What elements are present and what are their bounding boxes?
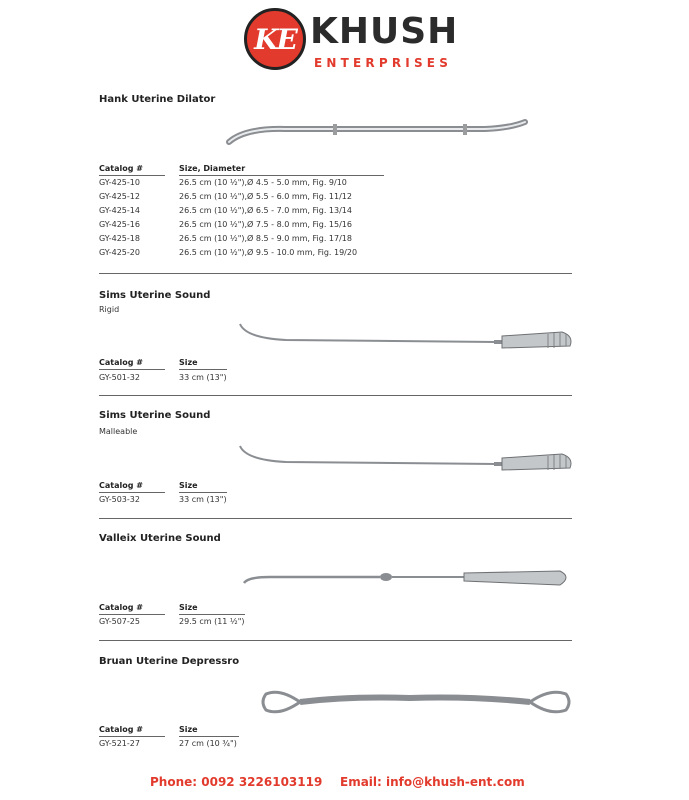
size-cell: 26.5 cm (10 ½"),Ø 7.5 - 8.0 mm, Fig. 15/16 bbox=[179, 220, 352, 229]
size-cell: 33 cm (13") bbox=[179, 373, 227, 382]
logo-tagline: ENTERPRISES bbox=[314, 56, 453, 70]
catalog-cell: GY-501-32 bbox=[99, 373, 140, 382]
logo-mark bbox=[244, 8, 306, 70]
size-header: Size, Diameter bbox=[179, 164, 246, 173]
size-cell: 26.5 cm (10 ½"),Ø 8.5 - 9.0 mm, Fig. 17/18 bbox=[179, 234, 352, 243]
valleix-sound-image bbox=[240, 565, 575, 591]
logo-name: KHUSH bbox=[310, 11, 459, 52]
logo-mark-text: KE bbox=[254, 23, 296, 56]
sims-malleable-image bbox=[236, 440, 576, 476]
section-title: Sims Uterine Sound bbox=[99, 410, 211, 421]
size-cell: 29.5 cm (11 ½") bbox=[179, 617, 245, 626]
size-cell: 26.5 cm (10 ½"),Ø 4.5 - 5.0 mm, Fig. 9/10 bbox=[179, 178, 347, 187]
table-row bbox=[99, 495, 227, 504]
header-underline bbox=[179, 492, 227, 493]
size-cell: 27 cm (10 ¾") bbox=[179, 739, 237, 748]
section-subtitle: Rigid bbox=[99, 305, 120, 314]
size-cell: 26.5 cm (10 ½"),Ø 6.5 - 7.0 mm, Fig. 13/14 bbox=[179, 206, 352, 215]
header-underline bbox=[99, 492, 165, 493]
size-header: Size bbox=[179, 358, 198, 367]
catalog-cell: GY-503-32 bbox=[99, 495, 140, 504]
section-title: Valleix Uterine Sound bbox=[99, 533, 221, 544]
catalog-cell: GY-425-20 bbox=[99, 248, 140, 257]
header-underline bbox=[99, 614, 165, 615]
section-divider bbox=[99, 640, 572, 641]
catalog-cell: GY-507-25 bbox=[99, 617, 140, 626]
company-logo bbox=[244, 8, 459, 78]
section-divider bbox=[99, 273, 572, 274]
table-row bbox=[99, 373, 227, 382]
catalog-cell: GY-521-27 bbox=[99, 739, 140, 748]
size-header: Size bbox=[179, 603, 198, 612]
bruan-depressor-image bbox=[260, 684, 575, 720]
catalog-cell: GY-425-16 bbox=[99, 220, 140, 229]
catalog-header: Catalog # bbox=[99, 725, 143, 734]
size-header: Size bbox=[179, 481, 198, 490]
header-underline bbox=[179, 736, 239, 737]
catalog-header: Catalog # bbox=[99, 358, 143, 367]
table-row bbox=[99, 206, 352, 215]
header-underline bbox=[99, 369, 165, 370]
header-underline bbox=[179, 614, 245, 615]
catalog-header: Catalog # bbox=[99, 603, 143, 612]
hank-dilator-image bbox=[225, 118, 530, 148]
catalog-header: Catalog # bbox=[99, 481, 143, 490]
table-header bbox=[99, 164, 246, 173]
header-underline bbox=[99, 736, 165, 737]
section-title: Sims Uterine Sound bbox=[99, 290, 211, 301]
catalog-cell: GY-425-10 bbox=[99, 178, 140, 187]
table-header bbox=[99, 481, 198, 490]
table-header bbox=[99, 603, 198, 612]
size-cell: 26.5 cm (10 ½"),Ø 9.5 - 10.0 mm, Fig. 19/20 bbox=[179, 248, 358, 257]
table-header bbox=[99, 358, 198, 367]
size-cell: 26.5 cm (10 ½"),Ø 5.5 - 6.0 mm, Fig. 11/12 bbox=[179, 192, 352, 201]
email-link[interactable]: Email: info@khush-ent.com bbox=[340, 775, 525, 789]
catalog-cell: GY-425-12 bbox=[99, 192, 140, 201]
header-underline bbox=[179, 175, 384, 176]
table-row bbox=[99, 178, 347, 187]
section-divider bbox=[99, 518, 572, 519]
table-row bbox=[99, 234, 352, 243]
catalog-cell: GY-425-18 bbox=[99, 234, 140, 243]
table-row bbox=[99, 248, 358, 257]
table-row bbox=[99, 739, 237, 748]
sims-rigid-image bbox=[236, 318, 576, 354]
table-row bbox=[99, 192, 352, 201]
catalog-cell: GY-425-14 bbox=[99, 206, 140, 215]
header-underline bbox=[99, 175, 165, 176]
table-header bbox=[99, 725, 198, 734]
section-subtitle: Malleable bbox=[99, 427, 138, 436]
header-underline bbox=[179, 369, 227, 370]
section-title: Bruan Uterine Depressro bbox=[99, 656, 240, 667]
size-header: Size bbox=[179, 725, 198, 734]
table-row bbox=[99, 220, 352, 229]
section-title: Hank Uterine Dilator bbox=[99, 94, 216, 105]
phone-text: Phone: 0092 3226103119 bbox=[150, 775, 323, 789]
table-row bbox=[99, 617, 245, 626]
size-cell: 33 cm (13") bbox=[179, 495, 227, 504]
section-divider bbox=[99, 395, 572, 396]
catalog-header: Catalog # bbox=[99, 164, 143, 173]
